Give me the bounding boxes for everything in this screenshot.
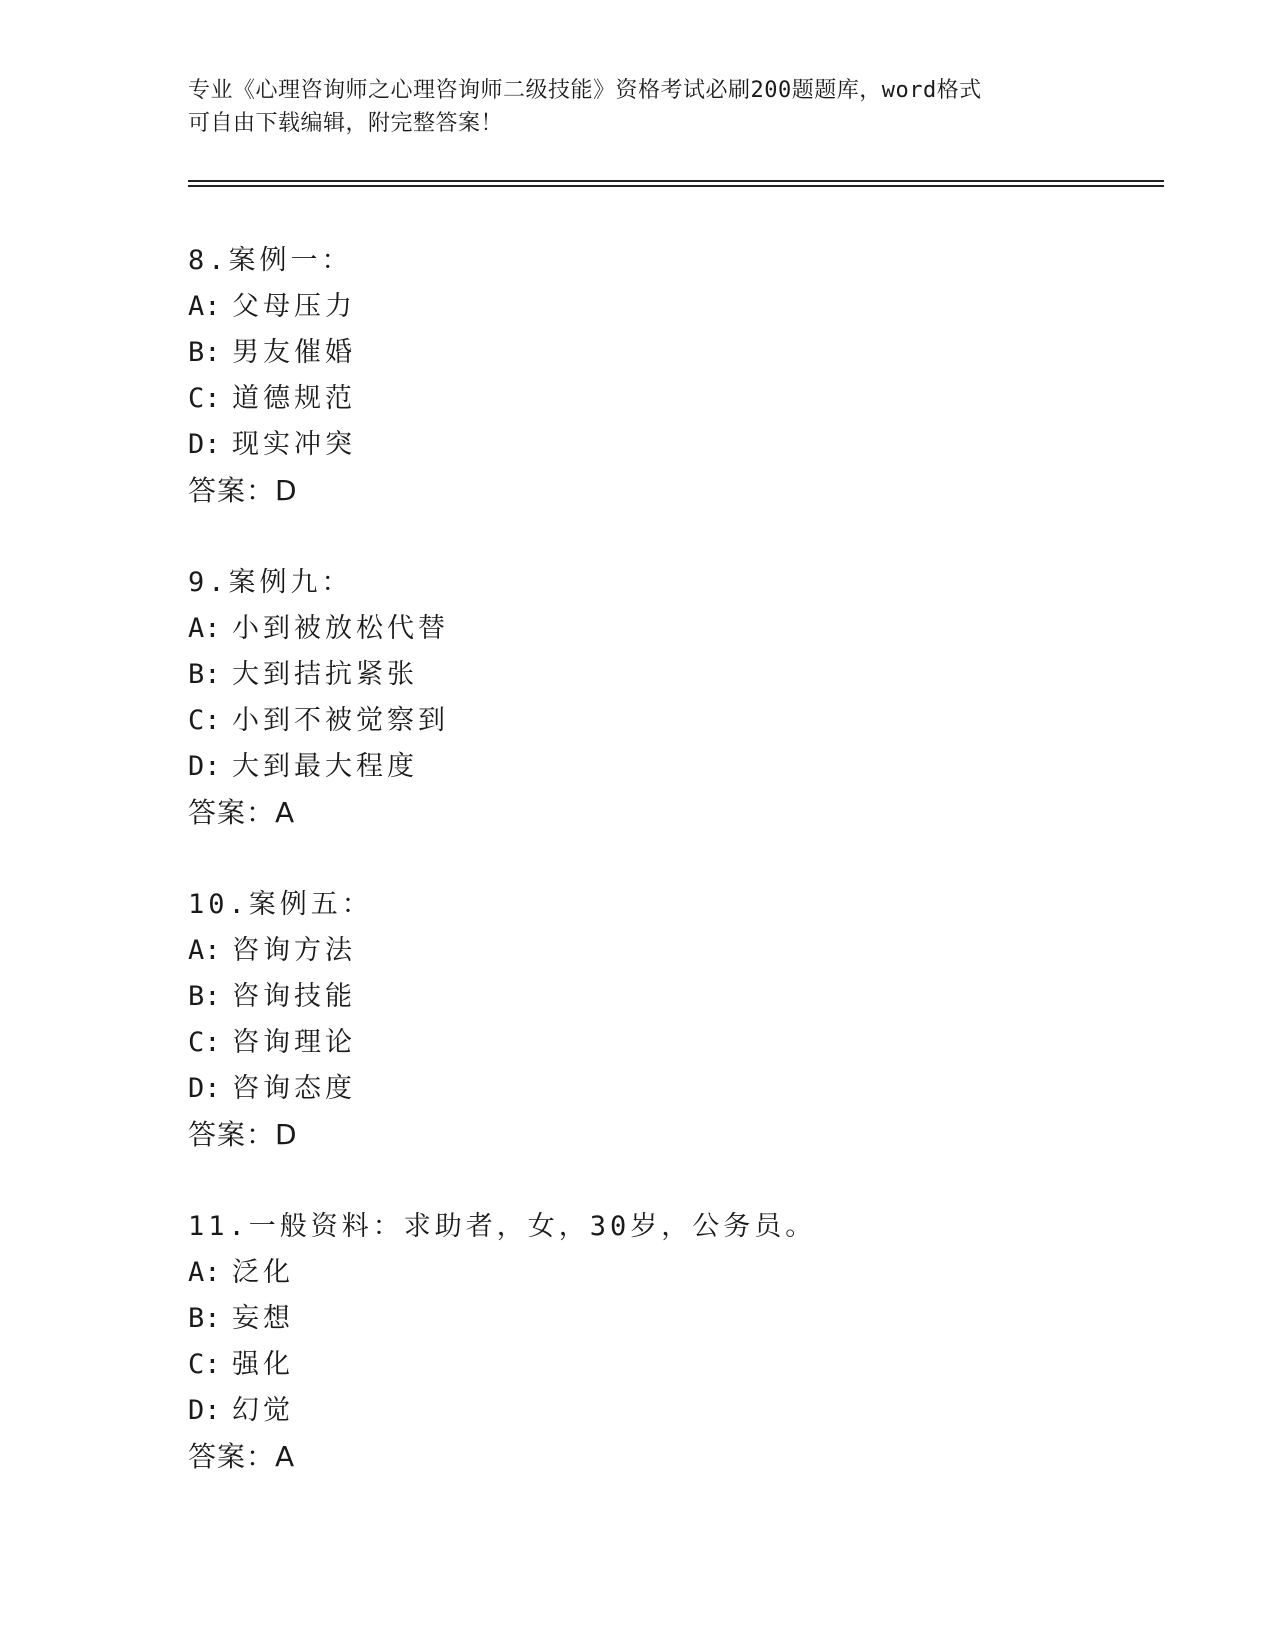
option-letter: C: <box>188 383 221 414</box>
question-stem: 10.案例五： <box>188 889 373 920</box>
option-d <box>188 1388 1148 1434</box>
option-letter: B: <box>188 337 221 368</box>
answer-line: 答案：A <box>188 1440 296 1473</box>
option-text: 父母压力 <box>232 291 356 322</box>
option-c <box>188 1020 1148 1066</box>
option-letter: A: <box>188 291 221 322</box>
option-letter: D: <box>188 429 221 460</box>
option-text: 咨询态度 <box>232 1073 356 1104</box>
option-letter: B: <box>188 659 221 690</box>
document-header <box>188 74 1088 140</box>
option-a <box>188 1250 1148 1296</box>
answer-line: 答案：D <box>188 474 298 507</box>
option-b <box>188 652 1148 698</box>
option-a <box>188 606 1148 652</box>
option-letter: A: <box>188 613 221 644</box>
option-text: 咨询方法 <box>232 935 356 966</box>
question-block <box>188 882 1148 1158</box>
option-text: 小到不被觉察到 <box>232 705 449 736</box>
option-d <box>188 422 1148 468</box>
option-text: 咨询技能 <box>232 981 356 1012</box>
question-block <box>188 560 1148 836</box>
question-block <box>188 1204 1148 1480</box>
option-letter: C: <box>188 1349 221 1380</box>
option-letter: D: <box>188 1073 221 1104</box>
option-c <box>188 1342 1148 1388</box>
option-text: 泛化 <box>232 1257 294 1288</box>
option-c <box>188 698 1148 744</box>
option-letter: C: <box>188 1027 221 1058</box>
header-divider-top <box>188 180 1164 182</box>
option-text: 现实冲突 <box>232 429 356 460</box>
question-block <box>188 238 1148 514</box>
option-letter: C: <box>188 705 221 736</box>
header-divider-bottom <box>188 185 1164 187</box>
option-text: 男友催婚 <box>232 337 356 368</box>
option-text: 幻觉 <box>232 1395 294 1426</box>
option-letter: D: <box>188 1395 221 1426</box>
option-letter: B: <box>188 981 221 1012</box>
answer-line: 答案：D <box>188 1118 298 1151</box>
option-letter: B: <box>188 1303 221 1334</box>
option-text: 妄想 <box>232 1303 294 1334</box>
option-letter: A: <box>188 935 221 966</box>
option-letter: D: <box>188 751 221 782</box>
option-b <box>188 974 1148 1020</box>
option-b <box>188 330 1148 376</box>
header-line-2: 可自由下载编辑，附完整答案！ <box>188 111 504 136</box>
answer-line: 答案：A <box>188 796 296 829</box>
question-stem: 9.案例九： <box>188 567 353 598</box>
option-b <box>188 1296 1148 1342</box>
option-text: 大到拮抗紧张 <box>232 659 418 690</box>
option-text: 强化 <box>232 1349 294 1380</box>
option-d <box>188 744 1148 790</box>
header-line-1: 专业《心理咨询师之心理咨询师二级技能》资格考试必刷200题题库，word格式 <box>188 78 982 103</box>
question-stem: 11.一般资料：求助者，女，30岁，公务员。 <box>188 1211 817 1242</box>
option-text: 大到最大程度 <box>232 751 418 782</box>
option-c <box>188 376 1148 422</box>
option-text: 咨询理论 <box>232 1027 356 1058</box>
option-d <box>188 1066 1148 1112</box>
question-stem: 8.案例一： <box>188 245 353 276</box>
option-a <box>188 284 1148 330</box>
option-text: 小到被放松代替 <box>232 613 449 644</box>
option-a <box>188 928 1148 974</box>
option-text: 道德规范 <box>232 383 356 414</box>
option-letter: A: <box>188 1257 221 1288</box>
